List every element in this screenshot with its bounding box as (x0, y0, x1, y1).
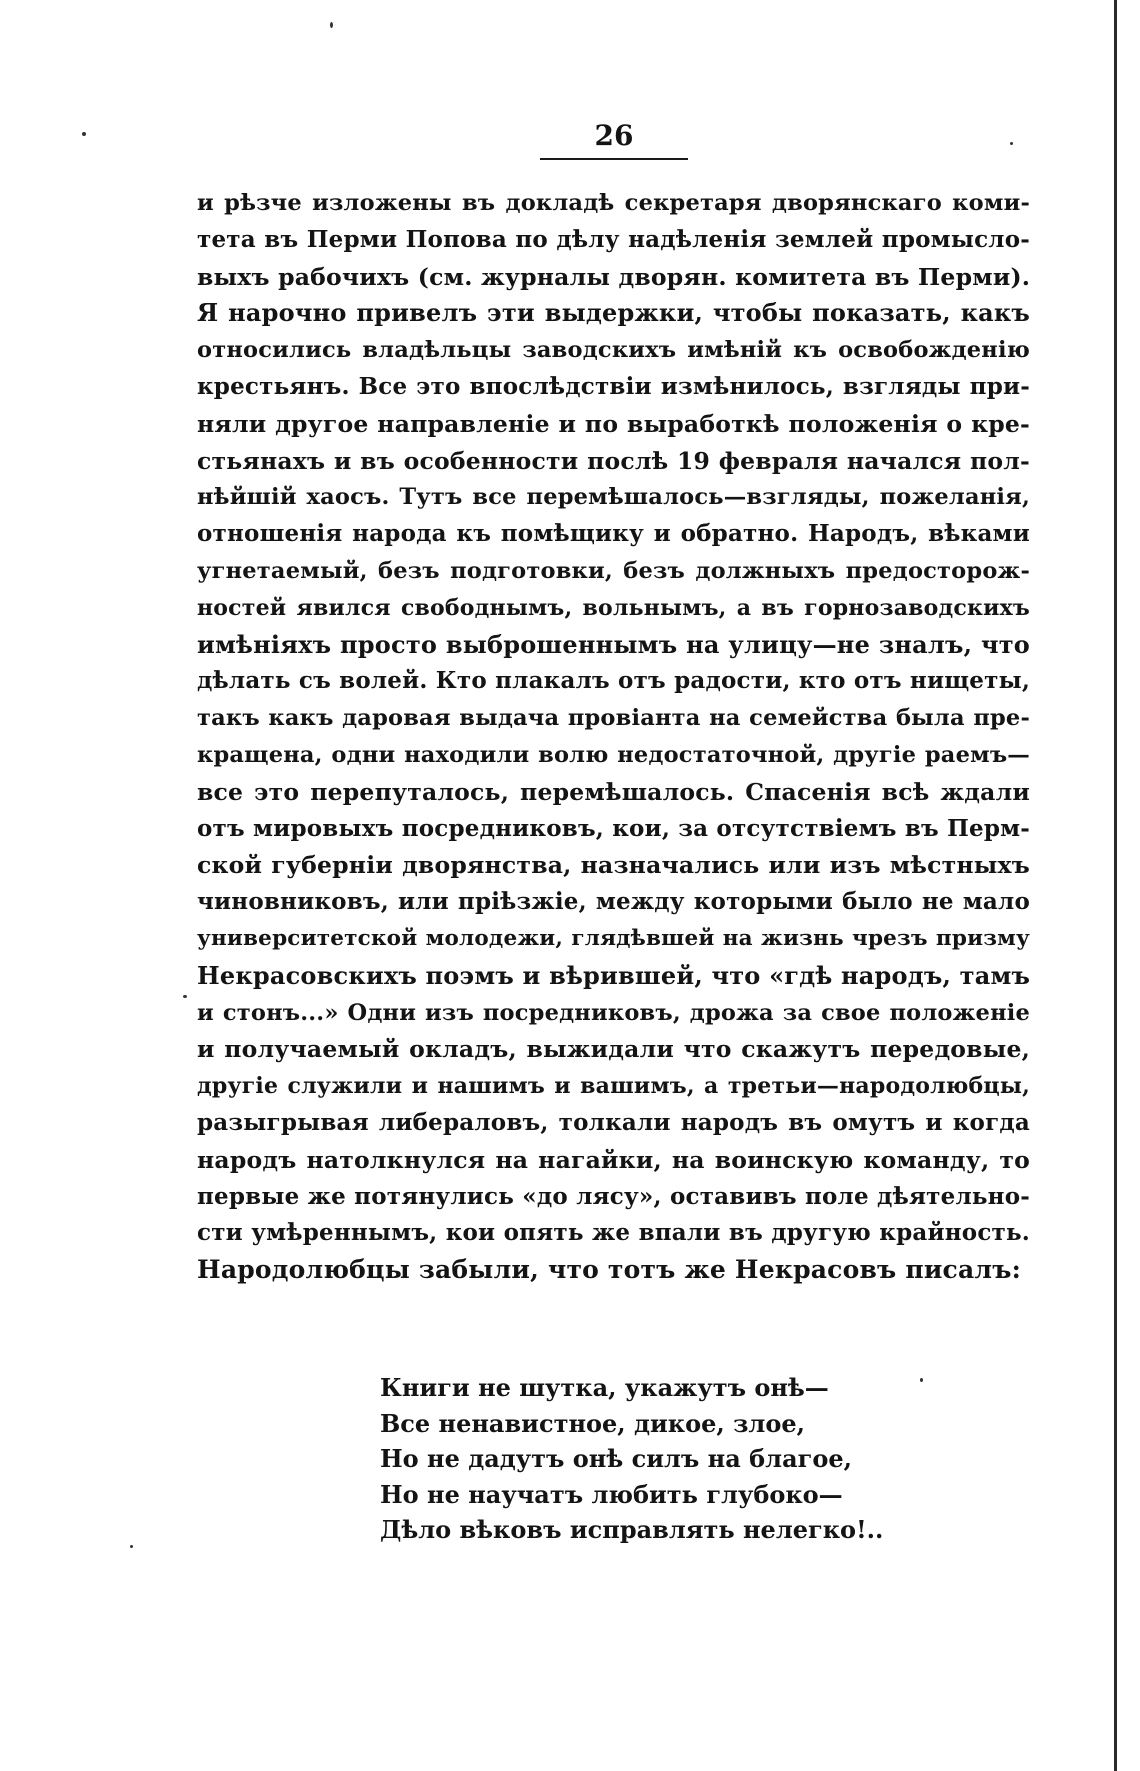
paragraph-line: все это перепуталось, перемѣшалось. Спасенія всѣ ждали (197, 777, 1030, 806)
paragraph-line: университетской молодежи, глядѣвшей на жизнь чрезъ призму (197, 925, 1030, 951)
paragraph-line: и стонъ...» Одни изъ посредниковъ, дрожа за свое положеніе (197, 999, 1030, 1026)
paragraph-line: народъ натолкнулся на нагайки, на воинскую команду, то (197, 1145, 1030, 1174)
paragraph-line: и получаемый окладъ, выжидали что скажутъ передовые, (197, 1035, 1030, 1064)
paragraph-line: относились владѣльцы заводскихъ имѣній къ освобожденію (197, 337, 1030, 364)
paragraph-line: Я нарочно привелъ эти выдержки, чтобы показать, какъ (197, 298, 1030, 328)
verse-line: Книги не шутка, укажутъ онѣ— (380, 1373, 829, 1402)
paragraph-line: сти умѣреннымъ, кои опять же впали въ другую крайность. (197, 1219, 1030, 1247)
verse-line: Дѣло вѣковъ исправлять нелегко!.. (380, 1515, 884, 1544)
paragraph-line: разыгрывая либераловъ, толкали народъ въ омутъ и когда (197, 1108, 1030, 1136)
verse-line: Все ненавистное, дикое, злое, (380, 1408, 805, 1438)
paragraph-line: чиновниковъ, или пріѣзжіе, между которыми было не мало (197, 888, 1030, 916)
page-number: 26 (594, 119, 634, 152)
paragraph-line: и рѣзче изложены въ докладѣ секретаря дворянскаго коми- (197, 190, 1030, 216)
scan-speck (183, 995, 187, 998)
verse-line: Но не дадутъ онѣ силъ на благое, (380, 1444, 852, 1473)
verse-line: Но не научатъ любить глубоко— (380, 1479, 843, 1509)
scan-speck (330, 22, 333, 28)
paragraph-line: угнетаемый, безъ подготовки, безъ должныхъ предосторож- (197, 557, 1030, 584)
paragraph-line: нѣйшій хаосъ. Тутъ все перемѣшалось—взгляды, пожеланія, (197, 484, 1030, 511)
paragraph-line: отъ мировыхъ посредниковъ, кои, за отсутствіемъ въ Перм- (197, 814, 1031, 842)
paragraph-line: тета въ Перми Попова по дѣлу надѣленія землей промысло- (197, 225, 1030, 253)
paragraph-line: крестьянъ. Все это впослѣдствіи измѣнилось, взгляды при- (197, 372, 1030, 400)
scan-speck (130, 1545, 133, 1548)
paragraph-line: такъ какъ даровая выдача провіанта на семейства была пре- (197, 705, 1030, 732)
paragraph-line: няли другое направленіе и по выработкѣ положенія о кре- (197, 409, 1030, 438)
paragraph-line: стьянахъ и въ особенности послѣ 19 февраля начался пол- (197, 446, 1030, 475)
poem-quote (380, 1370, 900, 1548)
paragraph-line: другіе служили и нашимъ и вашимъ, а третьи—народолюбцы, (197, 1073, 1030, 1100)
paragraph-line: дѣлать съ волей. Кто плакалъ отъ радости, кто отъ нищеты, (197, 667, 1031, 695)
paragraph-line: Народолюбцы забыли, что тотъ же Некрасовъ писалъ: (197, 1255, 1022, 1285)
paragraph-line: первые же потянулись «до лясу», оставивъ поле дѣятельно- (197, 1182, 1030, 1210)
scan-speck (82, 132, 86, 136)
paragraph-line: ностей явился свободнымъ, вольнымъ, а въ горнозаводскихъ (197, 594, 1030, 621)
scan-speck (1010, 142, 1013, 145)
scan-speck (920, 1378, 923, 1382)
paragraph-line: выхъ рабочихъ (см. журналы дворян. комитета въ Перми). (197, 262, 1031, 291)
page-edge-rule (1114, 0, 1117, 1771)
main-paragraph (197, 185, 1030, 1289)
paragraph-line: имѣніяхъ просто выброшеннымъ на улицу—не зналъ, что (197, 629, 1030, 659)
paragraph-line: Некрасовскихъ поэмъ и вѣрившей, что «гдѣ народъ, тамъ (197, 960, 1031, 990)
paragraph-line: отношенія народа къ помѣщику и обратно. Народъ, вѣками (197, 520, 1030, 548)
page-number-underline (540, 158, 688, 160)
paragraph-line: ской губерніи дворянства, назначались или изъ мѣстныхъ (197, 851, 1030, 880)
paragraph-line: кращена, одни находили волю недостаточной, другіе раемъ— (197, 741, 1030, 768)
